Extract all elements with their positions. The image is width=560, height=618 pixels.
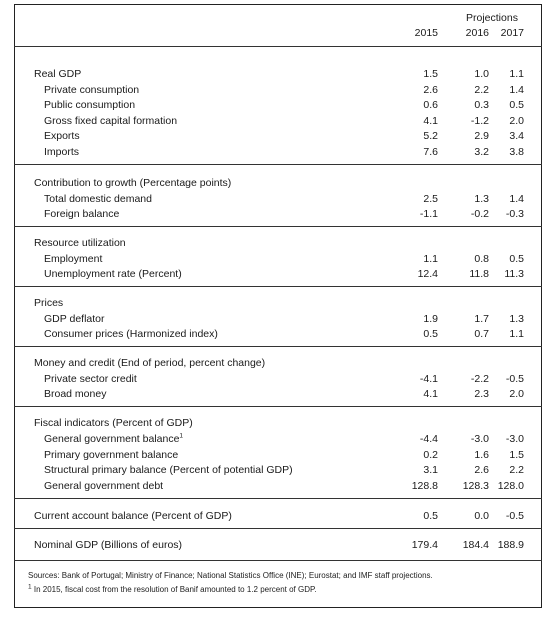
cell-value: -3.0	[470, 433, 489, 445]
cell-value: 0.5	[509, 253, 524, 265]
row-label: Gross fixed capital formation	[44, 115, 178, 127]
footer-rule	[14, 560, 542, 561]
section-title: Money and credit (End of period, percent change)	[34, 357, 266, 369]
row-label: Primary government balance	[44, 449, 179, 461]
cell-value: 4.1	[423, 115, 438, 127]
footnote-marker: 1	[179, 432, 184, 440]
cell-value: 0.8	[474, 253, 489, 265]
section-divider	[14, 406, 542, 407]
cell-value: -0.2	[470, 208, 489, 220]
row-label: Broad money	[44, 388, 107, 400]
cell-value: 0.6	[423, 99, 438, 111]
cell-value: -4.1	[419, 373, 438, 385]
row-label: General government debt	[44, 480, 164, 492]
cell-value: 1.3	[474, 193, 489, 205]
cell-value: 1.4	[509, 193, 524, 205]
cell-value: 1.4	[509, 84, 524, 96]
cell-value: 2.6	[423, 84, 438, 96]
cell-value: 0.5	[423, 510, 438, 522]
cell-value: 0.2	[423, 449, 438, 461]
cell-value: 3.8	[509, 146, 524, 158]
projections-label: Projections	[466, 12, 518, 24]
cell-value: 1.9	[423, 313, 438, 325]
cell-value: 2.9	[474, 130, 489, 142]
cell-value: 2.0	[509, 388, 524, 400]
cell-value: 2.6	[474, 464, 489, 476]
row-label: Foreign balance	[44, 208, 120, 220]
cell-value: 128.8	[411, 480, 438, 492]
row-label: Private sector credit	[44, 373, 137, 385]
section-divider	[14, 226, 542, 227]
cell-value: 5.2	[423, 130, 438, 142]
year-header: 2016	[465, 27, 489, 39]
cell-value: 1.6	[474, 449, 489, 461]
cell-value: 128.3	[462, 480, 489, 492]
cell-value: 2.2	[474, 84, 489, 96]
row-label: Public consumption	[44, 99, 136, 111]
cell-value: -3.0	[505, 433, 524, 445]
section-divider	[14, 528, 542, 529]
cell-value: 7.6	[423, 146, 438, 158]
year-header: 2017	[500, 27, 524, 39]
cell-value: 0.5	[509, 99, 524, 111]
cell-value: 1.1	[509, 328, 524, 340]
cell-value: 0.0	[474, 510, 489, 522]
section-title: Resource utilization	[34, 237, 126, 249]
cell-value: 179.4	[411, 539, 438, 551]
cell-value: 1.1	[509, 68, 524, 80]
cell-value: 4.1	[423, 388, 438, 400]
row-label: Employment	[44, 253, 103, 265]
cell-value: 184.4	[462, 539, 489, 551]
cell-value: 188.9	[497, 539, 524, 551]
header-rule	[14, 46, 542, 47]
cell-value: 11.8	[469, 268, 489, 280]
cell-value: 1.5	[423, 68, 438, 80]
footnote-marker: 1	[28, 583, 32, 591]
cell-value: 1.0	[474, 68, 489, 80]
cell-value: -4.4	[419, 433, 438, 445]
cell-value: -1.1	[419, 208, 438, 220]
cell-value: 2.3	[474, 388, 489, 400]
row-label-text: General government balance	[44, 433, 180, 445]
row-label: Imports	[44, 146, 80, 158]
cell-value: 2.0	[509, 115, 524, 127]
section-title: Contribution to growth (Percentage points)	[34, 177, 232, 189]
row-label: Unemployment rate (Percent)	[44, 268, 182, 280]
row-label: GDP deflator	[44, 313, 105, 325]
section-title: Nominal GDP (Billions of euros)	[34, 539, 183, 551]
section-title: Fiscal indicators (Percent of GDP)	[34, 417, 193, 429]
section-title: Current account balance (Percent of GDP)	[34, 510, 232, 522]
row-label	[44, 433, 183, 445]
cell-value: -1.2	[470, 115, 489, 127]
cell-value: 11.3	[504, 268, 524, 280]
row-label: Consumer prices (Harmonized index)	[44, 328, 218, 340]
cell-value: 1.3	[509, 313, 524, 325]
section-divider	[14, 164, 542, 165]
cell-value: 3.2	[474, 146, 489, 158]
cell-value: 12.4	[417, 268, 438, 280]
sources-note: Sources: Bank of Portugal; Ministry of Finance; National Statistics Office (INE); Eurostat; and IMF staff projections.	[28, 571, 433, 580]
cell-value: 0.5	[423, 328, 438, 340]
cell-value: -2.2	[470, 373, 489, 385]
cell-value: 128.0	[497, 480, 524, 492]
cell-value: -0.3	[505, 208, 524, 220]
section-divider	[14, 346, 542, 347]
year-header: 2015	[414, 27, 438, 39]
cell-value: 2.5	[423, 193, 438, 205]
cell-value: 2.2	[509, 464, 524, 476]
cell-value: 1.5	[509, 449, 524, 461]
row-label: Structural primary balance (Percent of potential GDP)	[44, 464, 293, 476]
cell-value: 3.1	[423, 464, 438, 476]
cell-value: 1.7	[474, 313, 489, 325]
cell-value: -0.5	[505, 510, 524, 522]
section-divider	[14, 498, 542, 499]
cell-value: 0.7	[474, 328, 489, 340]
cell-value: 3.4	[509, 130, 524, 142]
section-title: Real GDP	[34, 68, 82, 80]
cell-value: -0.5	[505, 373, 524, 385]
section-divider	[14, 286, 542, 287]
row-label: Private consumption	[44, 84, 140, 96]
section-title: Prices	[34, 297, 64, 309]
cell-value: 1.1	[423, 253, 438, 265]
cell-value: 0.3	[474, 99, 489, 111]
footnote-1	[28, 585, 317, 595]
row-label: Total domestic demand	[44, 193, 152, 205]
row-label: Exports	[44, 130, 80, 142]
footnote-text: In 2015, fiscal cost from the resolution of Banif amounted to 1.2 percent of GDP.	[31, 585, 317, 594]
